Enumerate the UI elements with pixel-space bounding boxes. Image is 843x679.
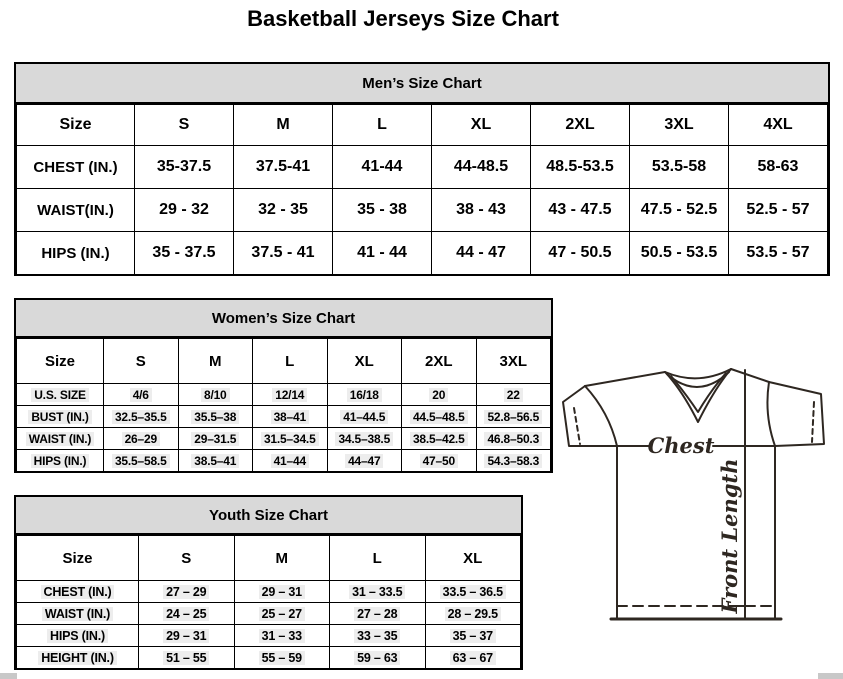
column-header: XL: [432, 105, 531, 146]
row-label: HIPS (IN.): [17, 625, 139, 647]
column-header: XL: [425, 536, 521, 581]
table-cell: 47–50: [402, 450, 477, 472]
table-row: [17, 232, 828, 275]
youth-table-body: [17, 581, 521, 669]
table-cell: 63 – 67: [425, 647, 521, 669]
column-header: 2XL: [531, 105, 630, 146]
mens-table-head: [17, 105, 828, 146]
row-label: U.S. SIZE: [17, 384, 104, 406]
table-cell: 47.5 - 52.5: [630, 189, 729, 232]
column-header: M: [234, 105, 333, 146]
table-row: [17, 625, 521, 647]
youth-size-chart-section: [14, 495, 523, 670]
table-row: [17, 406, 551, 428]
table-cell: 24 – 25: [139, 603, 235, 625]
row-label: HIPS (IN.): [17, 450, 104, 472]
womens-size-chart-section: [14, 298, 553, 473]
table-cell: 16/18: [327, 384, 402, 406]
column-header: 3XL: [630, 105, 729, 146]
table-row: [17, 428, 551, 450]
table-cell: 29 - 32: [135, 189, 234, 232]
table-cell: 41 - 44: [333, 232, 432, 275]
column-header: 2XL: [402, 339, 477, 384]
mens-table-body: [17, 146, 828, 275]
row-label: HIPS (IN.): [17, 232, 135, 275]
youth-table-head: [17, 536, 521, 581]
table-cell: 50.5 - 53.5: [630, 232, 729, 275]
table-row: [17, 146, 828, 189]
table-cell: 51 – 55: [139, 647, 235, 669]
table-row: [17, 581, 521, 603]
column-header: L: [333, 105, 432, 146]
table-cell: 54.3–58.3: [476, 450, 551, 472]
column-header: Size: [17, 105, 135, 146]
womens-size-table: [16, 338, 551, 472]
table-cell: 26–29: [104, 428, 179, 450]
table-cell: 46.8–50.3: [476, 428, 551, 450]
table-cell: 32.5–35.5: [104, 406, 179, 428]
row-label: WAIST(IN.): [17, 189, 135, 232]
table-cell: 41–44.5: [327, 406, 402, 428]
column-header: XL: [327, 339, 402, 384]
table-cell: 35-37.5: [135, 146, 234, 189]
womens-table-head: [17, 339, 551, 384]
cropped-bottom-right-element: [818, 673, 843, 679]
table-cell: 41–44: [253, 450, 328, 472]
table-cell: 44 - 47: [432, 232, 531, 275]
table-cell: 47 - 50.5: [531, 232, 630, 275]
table-cell: 44–47: [327, 450, 402, 472]
table-row: [17, 189, 828, 232]
table-cell: 37.5-41: [234, 146, 333, 189]
table-cell: 34.5–38.5: [327, 428, 402, 450]
row-label: HEIGHT (IN.): [17, 647, 139, 669]
table-cell: 52.8–56.5: [476, 406, 551, 428]
column-header: L: [253, 339, 328, 384]
row-label: WAIST (IN.): [17, 603, 139, 625]
table-cell: 52.5 - 57: [729, 189, 828, 232]
table-cell: 37.5 - 41: [234, 232, 333, 275]
womens-chart-header: Women’s Size Chart: [16, 300, 551, 338]
table-cell: 43 - 47.5: [531, 189, 630, 232]
table-cell: 31.5–34.5: [253, 428, 328, 450]
table-cell: 44.5–48.5: [402, 406, 477, 428]
table-cell: 22: [476, 384, 551, 406]
column-header: Size: [17, 339, 104, 384]
table-cell: 8/10: [178, 384, 253, 406]
table-cell: 12/14: [253, 384, 328, 406]
table-row: [17, 603, 521, 625]
table-cell: 55 – 59: [234, 647, 330, 669]
mens-size-table: [16, 104, 828, 275]
table-cell: 29 – 31: [139, 625, 235, 647]
header-row: [17, 536, 521, 581]
mens-chart-header: Men’s Size Chart: [16, 64, 828, 104]
table-cell: 27 – 29: [139, 581, 235, 603]
table-cell: 29 – 31: [234, 581, 330, 603]
column-header: L: [330, 536, 426, 581]
row-label: BUST (IN.): [17, 406, 104, 428]
table-cell: 38.5–42.5: [402, 428, 477, 450]
header-row: [17, 105, 828, 146]
table-cell: 35 - 38: [333, 189, 432, 232]
table-cell: 38–41: [253, 406, 328, 428]
table-row: [17, 450, 551, 472]
row-label: WAIST (IN.): [17, 428, 104, 450]
table-row: [17, 384, 551, 406]
table-cell: 53.5 - 57: [729, 232, 828, 275]
column-header: M: [178, 339, 253, 384]
youth-chart-header: Youth Size Chart: [16, 497, 521, 535]
table-cell: 33.5 – 36.5: [425, 581, 521, 603]
womens-table-body: [17, 384, 551, 472]
column-header: 3XL: [476, 339, 551, 384]
row-label: CHEST (IN.): [17, 146, 135, 189]
table-cell: 27 – 28: [330, 603, 426, 625]
column-header: Size: [17, 536, 139, 581]
jersey-measurement-diagram: [555, 360, 843, 630]
table-cell: 35 - 37.5: [135, 232, 234, 275]
table-cell: 31 – 33: [234, 625, 330, 647]
youth-size-table: [16, 535, 521, 669]
table-cell: 38 - 43: [432, 189, 531, 232]
row-label: CHEST (IN.): [17, 581, 139, 603]
mens-size-chart-section: [14, 62, 830, 276]
table-cell: 35.5–58.5: [104, 450, 179, 472]
table-cell: 38.5–41: [178, 450, 253, 472]
table-cell: 4/6: [104, 384, 179, 406]
table-cell: 53.5-58: [630, 146, 729, 189]
column-header: S: [135, 105, 234, 146]
table-cell: 58-63: [729, 146, 828, 189]
chest-label: Chest: [647, 433, 715, 458]
column-header: S: [139, 536, 235, 581]
table-cell: 44-48.5: [432, 146, 531, 189]
table-cell: 25 – 27: [234, 603, 330, 625]
table-cell: 41-44: [333, 146, 432, 189]
jersey-outline: [563, 369, 824, 619]
table-cell: 33 – 35: [330, 625, 426, 647]
table-cell: 35.5–38: [178, 406, 253, 428]
table-cell: 29–31.5: [178, 428, 253, 450]
table-cell: 35 – 37: [425, 625, 521, 647]
table-cell: 59 – 63: [330, 647, 426, 669]
column-header: S: [104, 339, 179, 384]
table-cell: 20: [402, 384, 477, 406]
front-length-label: Front Length: [717, 458, 742, 614]
column-header: 4XL: [729, 105, 828, 146]
page-title: Basketball Jerseys Size Chart: [247, 6, 559, 31]
table-cell: 32 - 35: [234, 189, 333, 232]
table-cell: 31 – 33.5: [330, 581, 426, 603]
table-cell: 48.5-53.5: [531, 146, 630, 189]
header-row: [17, 339, 551, 384]
table-row: [17, 647, 521, 669]
column-header: M: [234, 536, 330, 581]
table-cell: 28 – 29.5: [425, 603, 521, 625]
cropped-bottom-left-element: [0, 673, 17, 679]
